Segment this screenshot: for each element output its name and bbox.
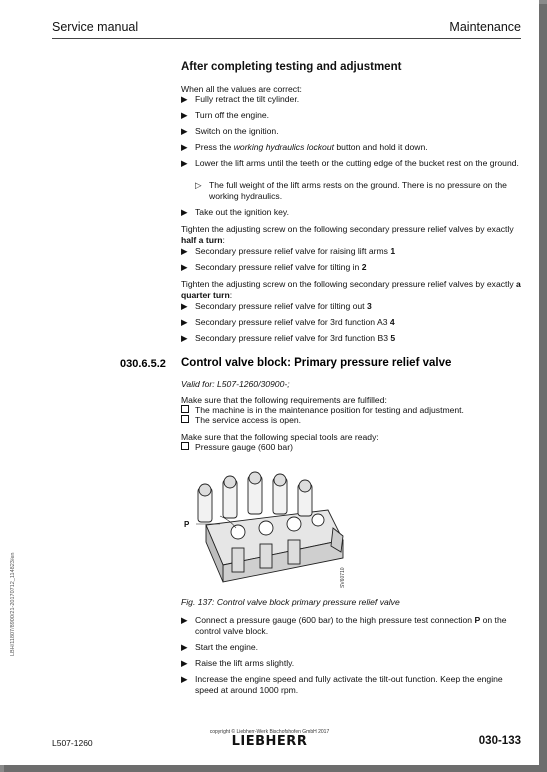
step-increase-speed: ▶ Increase the engine speed and fully activate the tilt-out function. Keep the engine speed at around 1000 rpm.: [181, 674, 503, 695]
tighten-half-turn-text: Tighten the adjusting screw on the following secondary pressure relief valves by exactly half a turn:: [181, 224, 514, 245]
valve-2: ▶ Secondary pressure relief valve for tilting in 2: [181, 262, 367, 272]
tighten-quarter-turn-text: Tighten the adjusting screw on the following secondary pressure relief valves by exactly a quarter turn:: [181, 279, 521, 300]
header-rule: [52, 38, 521, 39]
requirements-intro: Make sure that the following requirements are fulfilled:: [181, 395, 387, 405]
valve-4: ▶ Secondary pressure relief valve for 3rd function A3 4: [181, 317, 395, 327]
step-result: ▷ The full weight of the lift arms rests on the ground. There is no pressure on the working hydraulics.: [195, 180, 507, 201]
valve-3: ▶ Secondary pressure relief valve for tilting out 3: [181, 301, 372, 311]
header-left: Service manual: [52, 20, 139, 34]
section-number: 030.6.5.2: [120, 358, 166, 370]
tools-intro: Make sure that the following special tools are ready:: [181, 432, 379, 442]
arrow-icon: ▶: [181, 126, 188, 136]
arrow-icon: ▶: [181, 333, 188, 343]
result-arrow-icon: ▷: [195, 180, 202, 190]
step-take-key: ▶ Take out the ignition key.: [181, 207, 289, 217]
checkbox-icon: [181, 442, 189, 453]
arrow-icon: ▶: [181, 142, 188, 152]
step-retract: ▶ Fully retract the tilt cylinder.: [181, 94, 300, 104]
step-press-lockout: ▶ Press the working hydraulics lockout button and hold it down.: [181, 142, 428, 152]
step-raise-arms: ▶ Raise the lift arms slightly.: [181, 658, 295, 668]
side-document-code: LBH/11807/8900/21-20170712_114823/en: [10, 552, 16, 656]
footer-copyright: copyright © Liebherr-Werk Bischofshofen GmbH 2017: [209, 729, 330, 735]
page-shadow-right: [539, 4, 547, 772]
page-number: 030-133: [478, 735, 521, 747]
arrow-icon: ▶: [181, 301, 188, 311]
section-title-valve-block: Control valve block: Primary pressure relief valve: [181, 357, 452, 369]
footer-model: L507-1260: [52, 738, 93, 748]
section-title-testing: After completing testing and adjustment: [181, 61, 402, 73]
header-right: Maintenance: [449, 20, 521, 34]
figure-code: SV60710: [340, 567, 346, 588]
tool-pressure-gauge: Pressure gauge (600 bar): [181, 442, 521, 453]
checkbox-icon: [181, 415, 189, 426]
requirement-access: The service access is open.: [181, 415, 521, 426]
valve-5: ▶ Secondary pressure relief valve for 3rd function B3 5: [181, 333, 396, 343]
arrow-icon: ▶: [181, 674, 188, 684]
checkbox-icon: [181, 405, 189, 416]
valve-1: ▶ Secondary pressure relief valve for raising lift arms 1: [181, 246, 396, 256]
liebherr-logo: LIEBHERR: [231, 734, 308, 749]
step-engine-off: ▶ Turn off the engine.: [181, 110, 270, 120]
arrow-icon: ▶: [181, 658, 188, 668]
figure-label-p: P: [184, 520, 190, 529]
figure-caption: Fig. 137: Control valve block primary pressure relief valve: [181, 597, 400, 607]
page-shadow-bottom: [4, 765, 547, 772]
step-connect-gauge: ▶ Connect a pressure gauge (600 bar) to the high pressure test connection P on the control valve block.: [181, 615, 507, 636]
arrow-icon: ▶: [181, 207, 188, 217]
step-ignition-on: ▶ Switch on the ignition.: [181, 126, 279, 136]
figure-control-valve-block: [178, 470, 358, 595]
arrow-icon: ▶: [181, 317, 188, 327]
requirement-maintenance: The machine is in the maintenance position for testing and adjustment.: [181, 405, 521, 416]
arrow-icon: ▶: [181, 158, 188, 168]
valve-block-drawing: [178, 470, 358, 595]
arrow-icon: ▶: [181, 642, 188, 652]
arrow-icon: ▶: [181, 262, 188, 272]
arrow-icon: ▶: [181, 110, 188, 120]
arrow-icon: ▶: [181, 246, 188, 256]
arrow-icon: ▶: [181, 615, 188, 625]
step-lower-arms: ▶ Lower the lift arms until the teeth or the cutting edge of the bucket rest on the ground.: [181, 158, 519, 168]
step-start-engine: ▶ Start the engine.: [181, 642, 259, 652]
intro-text: When all the values are correct:: [181, 84, 302, 94]
validity-text: Valid for: L507-1260/30900-;: [181, 379, 290, 389]
arrow-icon: ▶: [181, 94, 188, 104]
